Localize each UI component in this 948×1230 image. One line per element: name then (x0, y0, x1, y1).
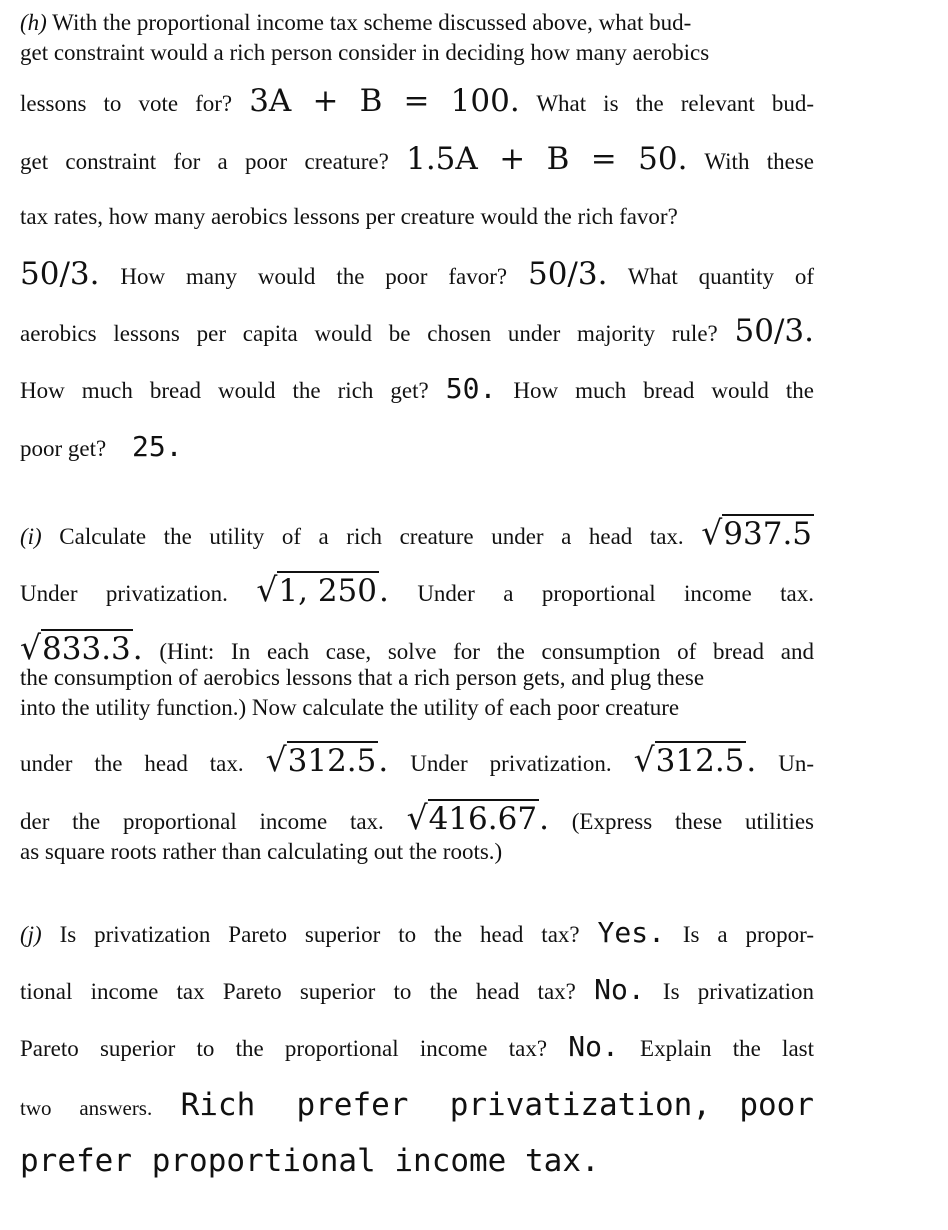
part-h-answer-6: 50. (445, 372, 497, 405)
part-j-line-2 (20, 975, 814, 1007)
part-h-answer-3: 50/3. (20, 256, 100, 292)
part-i-question-6: der the proportional income tax. (20, 809, 384, 834)
part-j-line-1 (20, 918, 814, 950)
part-j-answer-4c: prefer (20, 1143, 132, 1179)
part-j-question-4-cont: two answers. (20, 1096, 153, 1120)
part-h-question-2: What is the relevant bud- (536, 91, 815, 116)
part-i-hint-1: (Hint: In each case, solve for the consumption of bread and (159, 639, 814, 664)
part-h-question-4: How many would the poor favor? (120, 264, 508, 289)
part-i-label: (i) (20, 524, 42, 549)
part-i-line-8 (20, 837, 502, 867)
part-i-note-2: as square roots rather than calculating out the roots.) (20, 839, 503, 864)
part-h-question-1-cont: get constraint would a rich person consider in deciding how many aerobics (20, 40, 710, 65)
part-h-question-5: What quantity of (627, 264, 815, 289)
sqrt-icon: √ (701, 513, 723, 552)
sqrt-icon: √ (20, 628, 42, 667)
part-i-answer-4: √312.5 (265, 740, 377, 779)
part-h-question-7: How much bread would the (513, 378, 815, 403)
part-j-question-2: Is a propor- (682, 922, 815, 947)
part-i-line-7: der the proportional income tax. √416.67. (Express these utilities (20, 798, 815, 837)
part-h-question-6: How much bread would the rich get? (20, 378, 429, 403)
part-h-line-8 (20, 374, 814, 406)
part-j-answer-1: Yes. (597, 916, 665, 949)
part-i-line-1 (20, 513, 814, 552)
part-i-answer-6: √416.67 (406, 798, 538, 837)
part-h-question-1: With the proportional income tax scheme discussed above, what bud- (52, 10, 692, 35)
part-j-question-4: Explain the last (640, 1036, 814, 1061)
part-h-answer-7: 25. (131, 430, 183, 463)
part-j-line-3 (20, 1032, 814, 1064)
part-j-answer-3: No. (568, 1030, 619, 1063)
part-i-question-4: under the head tax. (20, 751, 244, 776)
part-j-label: (j) (20, 922, 42, 947)
part-i-answer-5: √312.5 (633, 740, 745, 779)
sqrt-icon: √ (406, 798, 428, 837)
part-i-question-3: Under a proportional income tax. (417, 581, 815, 606)
part-j-answer-4b: poor (739, 1087, 814, 1123)
part-h-line-2 (20, 38, 709, 68)
part-i-line-3: √833.3. (Hint: In each case, solve for the consumption of bread and (20, 628, 814, 667)
part-i-answer-2: √1, 250 (256, 570, 377, 609)
part-h-line-4 (20, 141, 815, 177)
part-h-line-1 (20, 8, 691, 38)
part-h-question-3: With these (704, 149, 815, 174)
part-h-line-6 (20, 256, 815, 292)
part-i-line-4 (20, 663, 704, 693)
part-i-line-2: Under privatization. √1, 250. Under a proportional income tax. (20, 570, 815, 609)
part-h-line-9 (20, 432, 183, 464)
sqrt-icon: √ (633, 740, 655, 779)
part-h-line-3 (20, 83, 815, 119)
part-j-question-2-cont: tional income tax Pareto superior to the head tax? (20, 979, 576, 1004)
part-i-line-6: under the head tax. √312.5. Under privatization. √312.5. Un- (20, 740, 815, 779)
part-j-line-5 (20, 1143, 600, 1179)
part-i-answer-1: √937.5 (701, 513, 813, 552)
part-j-answer-4d: proportional income tax. (151, 1143, 600, 1179)
part-h-question-5-cont: aerobics lessons per capita would be chosen under majority rule? (20, 321, 718, 346)
part-j-question-3: Is privatization (662, 979, 814, 1004)
part-i-hyphen: Un- (778, 751, 815, 776)
part-j-answer-2: No. (594, 973, 645, 1006)
part-h-question-3-cont: tax rates, how many aerobics lessons per creature would the rich favor? (20, 204, 678, 229)
sqrt-icon: √ (256, 570, 278, 609)
part-i-hint-2: the consumption of aerobics lessons that a rich person gets, and plug these (20, 665, 705, 690)
part-h-label: (h) (20, 10, 47, 35)
part-j-answer-4a: Rich prefer privatization, (180, 1087, 711, 1123)
part-j-question-1: Is privatization Pareto superior to the head tax? (59, 922, 580, 947)
part-h-answer-4: 50/3. (527, 256, 608, 292)
part-i-line-5 (20, 693, 679, 723)
part-i-answer-3: √833.3 (20, 628, 131, 667)
sqrt-icon: √ (265, 740, 287, 779)
part-h-question-1-end: lessons to vote for? (20, 91, 233, 116)
part-j-question-3-cont: Pareto superior to the proportional income tax? (20, 1036, 548, 1061)
part-h-line-5 (20, 202, 678, 232)
part-h-question-2-cont: get constraint for a poor creature? (20, 149, 389, 174)
part-i-question-5: Under privatization. (410, 751, 612, 776)
part-h-answer-1: 3A + B = 100. (249, 83, 520, 119)
part-i-note-1: (Express these utilities (571, 809, 815, 834)
part-j-line-4 (20, 1087, 814, 1123)
part-i-question-1: Calculate the utility of a rich creature under a head tax. (59, 524, 684, 549)
part-i-hint-3: into the utility function.) Now calculate the utility of each poor creature (20, 695, 680, 720)
part-h-line-7 (20, 313, 814, 349)
part-i-question-2: Under privatization. (20, 581, 228, 606)
part-h-answer-2: 1.5A + B = 50. (406, 141, 688, 177)
part-h-question-7-cont: poor get? (20, 436, 107, 461)
part-h-answer-5: 50/3. (734, 313, 814, 349)
